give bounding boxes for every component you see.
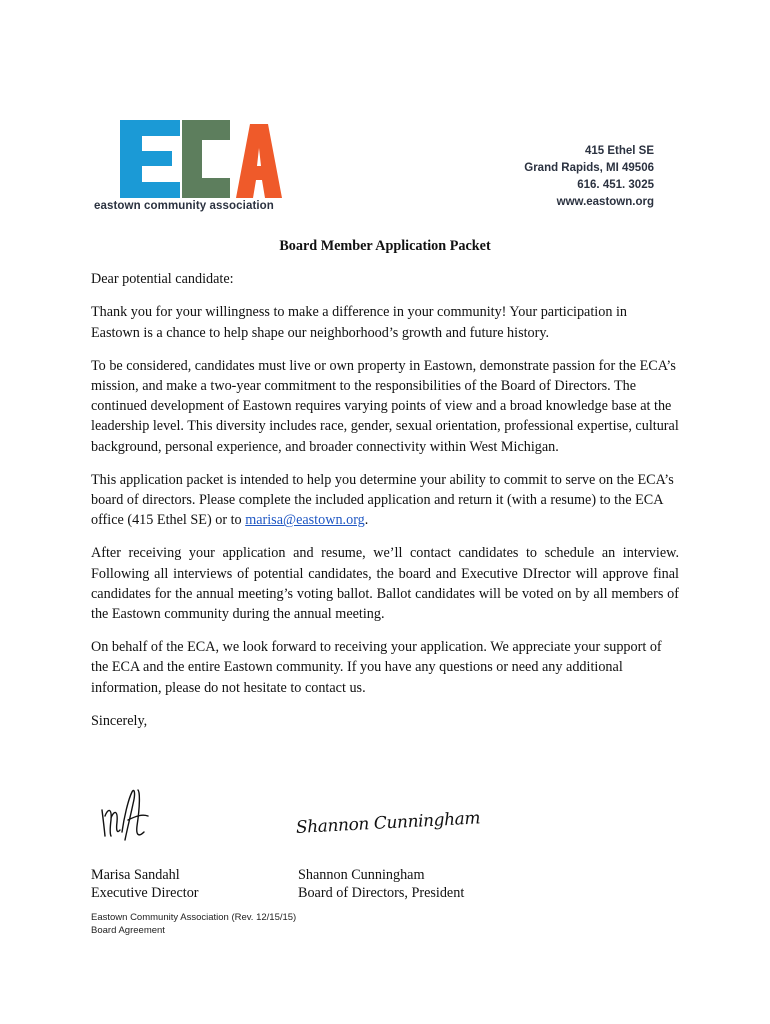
paragraph-4: After receiving your application and resume, we’ll contact candidates to schedule an interview. Following all interviews of potential candidates, the board and Executive DIrector will approve final candidates for the annual meeting’s voting ballot. Ballot candidates will be voted on by all members of the Eastown community during the annual meeting.: [91, 545, 679, 623]
signature-marisa-sandahl: [96, 786, 158, 848]
paragraph-1: Thank you for your willingness to make a difference in your community! Your participation in Eastown is a chance to help shape our neighborhood’s growth and future history.: [91, 304, 627, 341]
signer-title: Board of Directors, President: [298, 885, 465, 901]
footer: [91, 912, 296, 937]
footer-revision: Eastown Community Association (Rev. 12/15/15): [91, 912, 297, 923]
logo-letter-c: [182, 120, 230, 198]
address-street: 415 Ethel SE: [584, 145, 654, 157]
address-city: Grand Rapids, MI 49506: [524, 162, 654, 174]
closing: Sincerely,: [91, 712, 148, 729]
paragraph-5: On behalf of the ECA, we look forward to receiving your application. We appreciate your support of the ECA and the entire Eastown community. If you have any questions or need any additional information, please do not hesitate to contact us.: [91, 639, 662, 696]
paragraph-3-text: This application packet is intended to help you determine your ability to commit to serve on the ECA’s board of directors. Please complete the included application and return it (with a resume) to the ECA office (415 Ethel SE) or to: [91, 471, 674, 529]
address-block: [524, 143, 654, 211]
letter-body: [91, 236, 679, 744]
logo-letter-e: [120, 120, 180, 198]
logo-tagline: eastown community association: [94, 200, 274, 212]
paragraph-3: [91, 470, 679, 531]
footer-document-name: Board Agreement: [91, 924, 165, 936]
salutation: Dear potential candidate:: [91, 271, 234, 288]
page-title: Board Member Application Packet: [279, 238, 491, 254]
signature-block-left: [91, 866, 199, 902]
address-website: www.eastown.org: [556, 196, 654, 208]
signer-name: Shannon Cunningham: [298, 867, 425, 883]
signer-title: Executive Director: [91, 885, 199, 901]
logo-letter-a: [236, 124, 282, 198]
signature-shannon-cunningham: Shannon Cunningham: [295, 808, 481, 838]
paragraph-2: To be considered, candidates must live or own property in Eastown, demonstrate passion for the ECA’s mission, and make a two-year commitment to the responsibilities of the Board of Directors. The continued development of Eastown requires varying points of view and a broad knowledge base at the leadership level. This diversity includes race, gender, sexual orientation, professional expertise, cultural background, personal experience, and broader connectivity within West Michigan.: [91, 357, 679, 455]
paragraph-3-end: .: [364, 512, 369, 529]
email-link[interactable]: marisa@eastown.org: [245, 512, 365, 529]
signature-block-right: [298, 866, 464, 902]
address-phone: 616. 451. 3025: [577, 179, 654, 191]
signer-name: Marisa Sandahl: [91, 867, 180, 883]
